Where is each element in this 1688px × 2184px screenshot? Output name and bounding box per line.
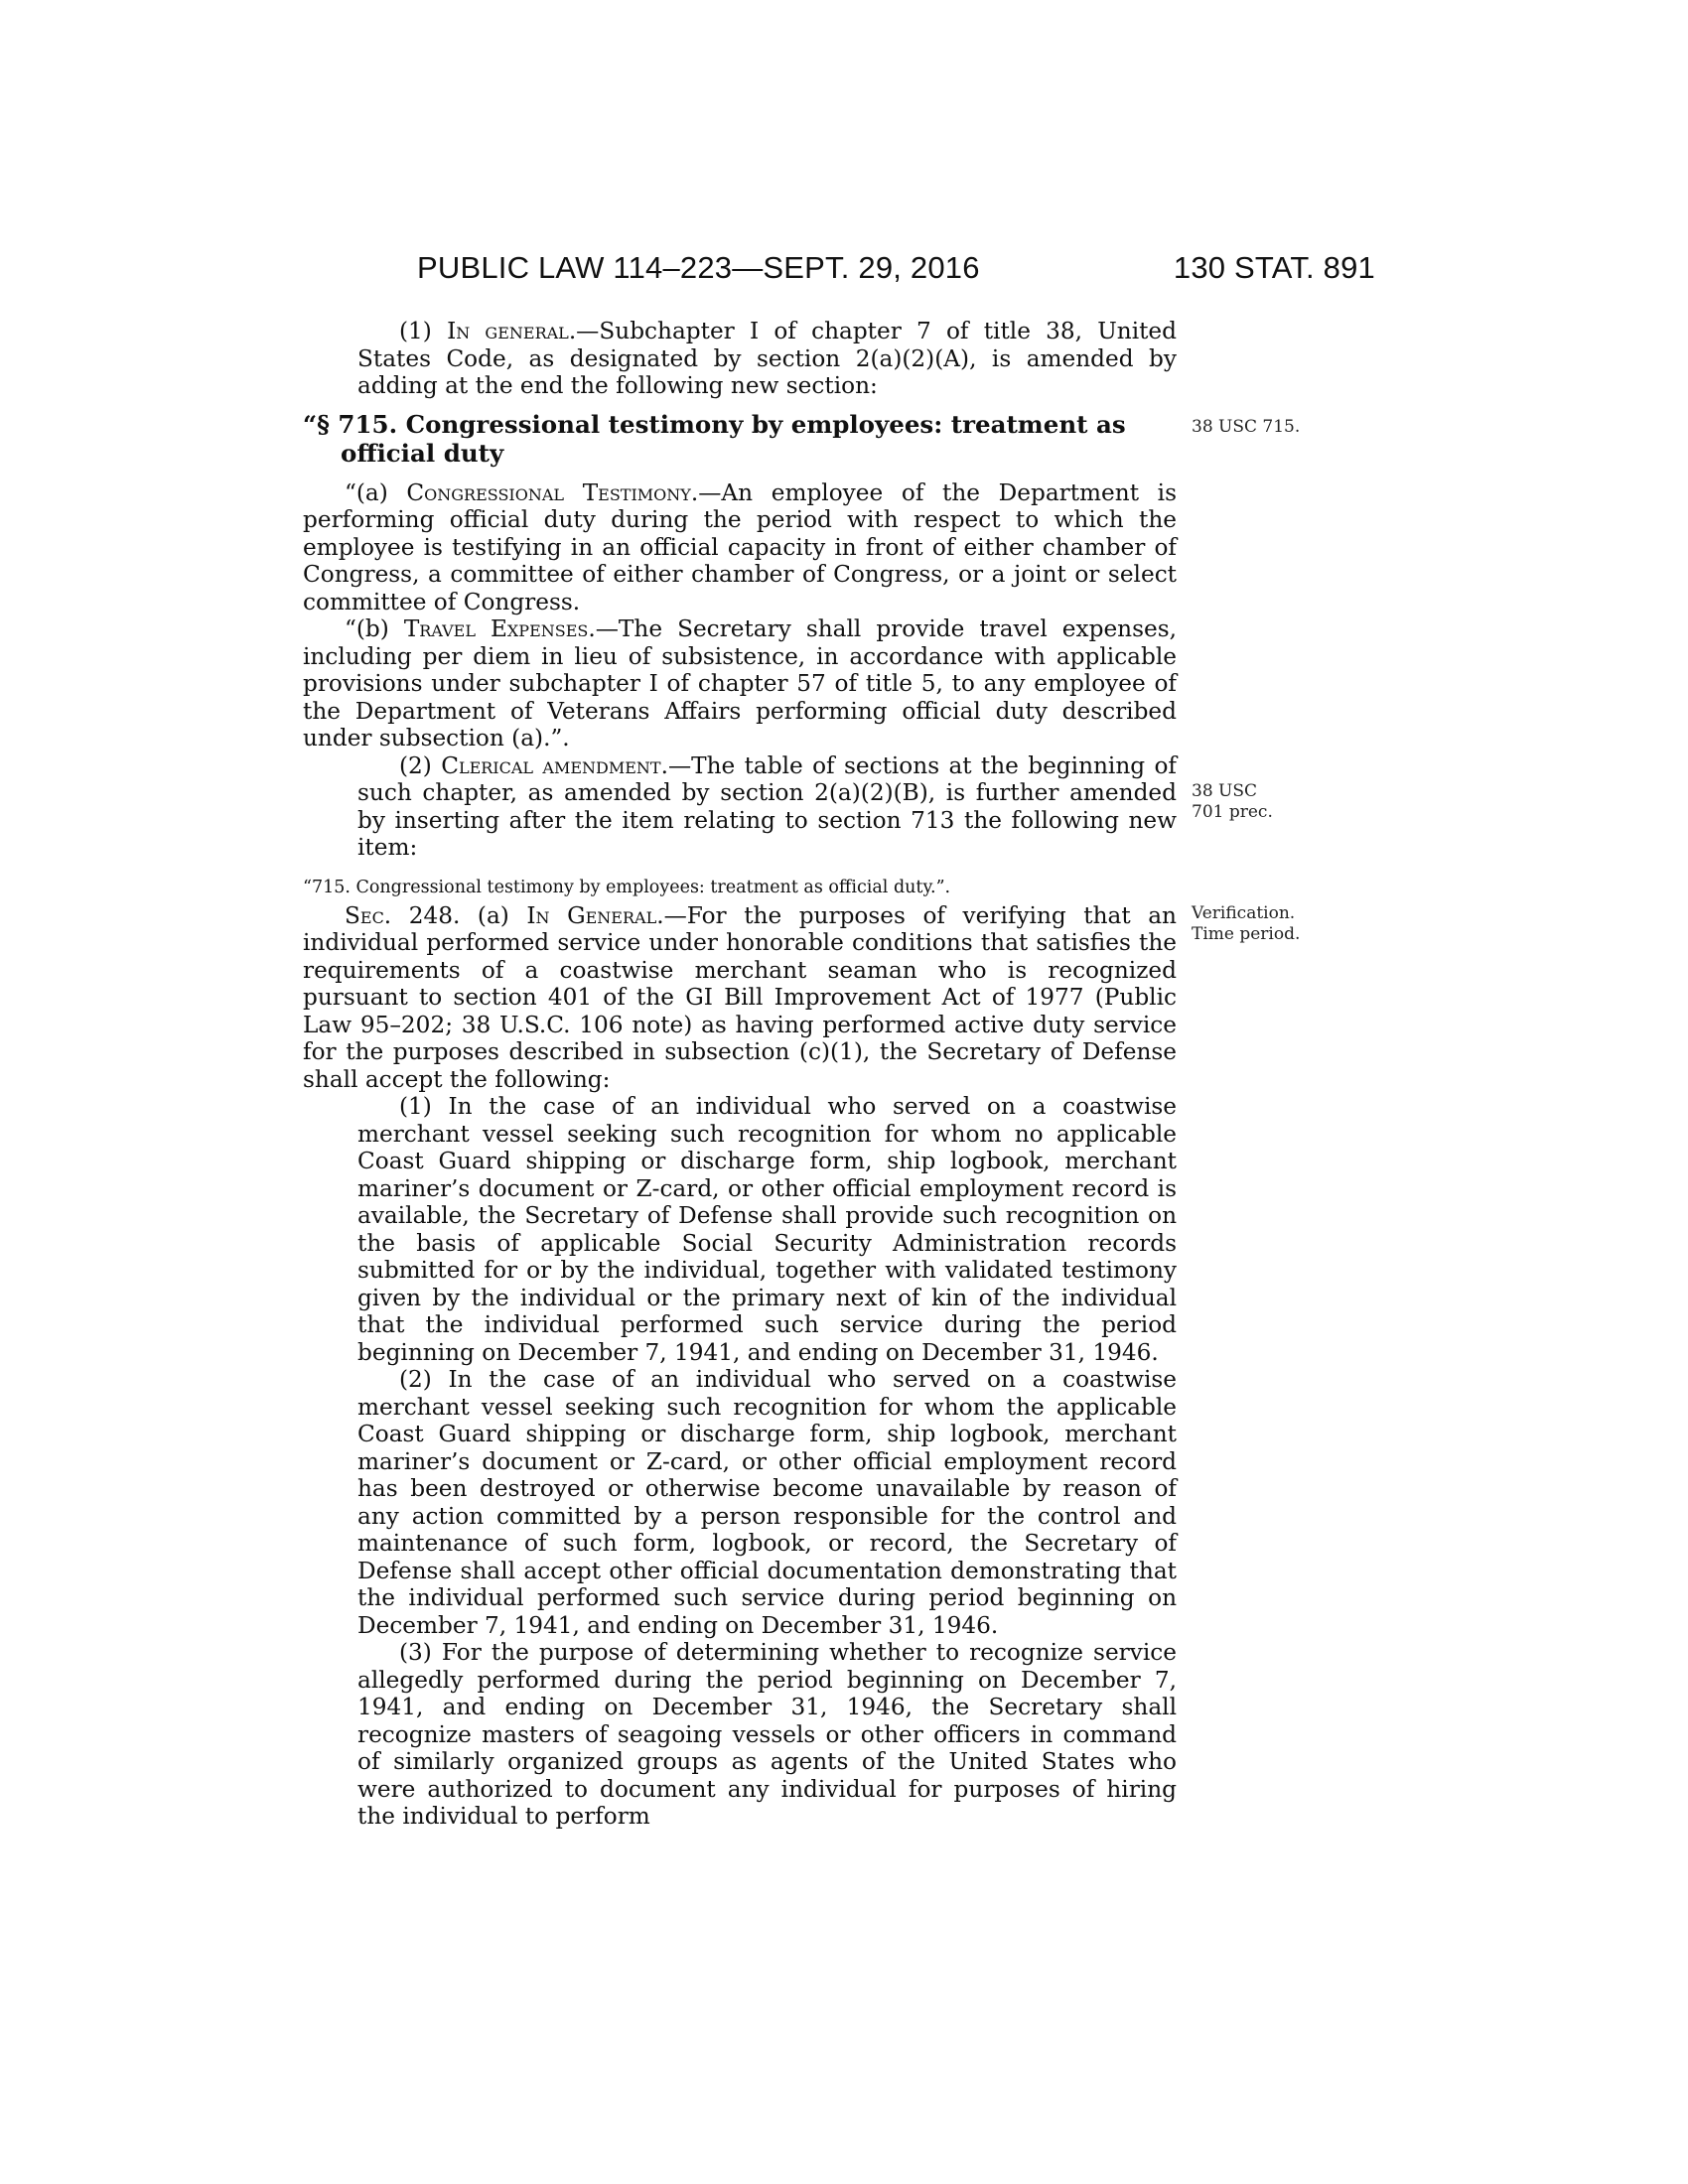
statute-page-number: 130 STAT. 891 xyxy=(1173,250,1375,285)
paragraph-number: (2) xyxy=(399,751,442,779)
margin-note-38-usc-701 xyxy=(1192,781,1273,823)
section-248-item-1: (1) In the case of an individual who served on a coastwise merchant vessel seeking such recognition for whom no applicable Coast Guard shipping or discharge form, ship logbook, merchant mariner’s document or Z-card, or other official employment record is available, the Secretary of Defense shall provide such recognition on the basis of applicable Social Security Administration records submitted for or by the individual, together with validated testimony given by the individual or the primary next of kin of the individual that the individual performed such service during the period beginning on December 7, 1941, and ending on December 31, 1946. xyxy=(357,1093,1177,1366)
margin-note-line: 38 USC xyxy=(1192,781,1258,801)
paragraph-1-in-general xyxy=(357,318,1177,400)
paragraph-label: In general xyxy=(447,318,569,344)
subsection-label: In General xyxy=(526,901,657,929)
subsection-text: .—The Secretary shall provide travel expenses, including per diem in lieu of subsistence, in accordance with applicable provisions under subchapter I of chapter 57 of title 5, to any employee of the Department of Veterans Affairs performing official duty described under subsection (a).”. xyxy=(303,615,1178,751)
document-body xyxy=(303,318,1177,1831)
paragraph-text: .—Subchapter I of chapter 7 of title 38, United States Code, as designated by section 2(a)(2)(A), is amended by adding at the end the following new section: xyxy=(357,318,1177,399)
section-248-subsection-a xyxy=(303,902,1177,1094)
subsection-number: “(a) xyxy=(345,478,407,506)
subsection-number: “(b) xyxy=(345,615,404,642)
subsection-a-congressional-testimony xyxy=(303,479,1177,616)
paragraph-label: Clerical amendment xyxy=(441,751,661,779)
margin-note-line: Time period. xyxy=(1192,924,1301,944)
section-715-heading: “§ 715. Congressional testimony by employees: treatment as official duty xyxy=(303,409,1126,468)
subsection-text: .—An employee of the Department is performing official duty during the period with respect to which the employee is testifying in an official capacity in front of either chamber of Congress, a committee of either chamber of Congress, or a joint or select committee of Congress. xyxy=(303,478,1177,615)
margin-note-verification xyxy=(1192,903,1300,945)
subsection-text: .—For the purposes of verifying that an individual performed service under honorable conditions that satisfies the requirements of a coastwise merchant seaman who is recognized pursuant to section 401 of the GI Bill Improvement Act of 1977 (Public Law 95–202; 38 U.S.C. 106 note) as having performed active duty service for the purposes described in subsection (c)(1), the Secretary of Defense shall accept the following: xyxy=(303,901,1177,1093)
subsection-b-travel-expenses xyxy=(303,615,1177,752)
margin-note-line: Verification. xyxy=(1192,903,1296,923)
margin-note-line: 701 prec. xyxy=(1192,802,1273,822)
running-head xyxy=(298,250,1375,290)
table-of-sections-item: “715. Congressional testimony by employees: treatment as official duty.”. xyxy=(303,877,951,897)
paragraph-text: .—The table of sections at the beginning of such chapter, as amended by section 2(a)(2)(B), is further amended by inserting after the item relating to section 713 the following new item: xyxy=(357,751,1178,861)
subsection-number: (a) xyxy=(460,901,527,929)
subsection-label: Travel Expenses xyxy=(403,615,589,642)
paragraph-number: (1) xyxy=(399,318,448,344)
section-number: Sec. 248. xyxy=(345,901,461,929)
running-head-title: PUBLIC LAW 114–223—SEPT. 29, 2016 xyxy=(417,250,980,285)
subsection-label: Congressional Testimony xyxy=(406,478,691,506)
margin-note-38-usc-715: 38 USC 715. xyxy=(1192,417,1301,437)
section-248-item-2: (2) In the case of an individual who served on a coastwise merchant vessel seeking such recognition for whom the applicable Coast Guard shipping or discharge form, ship logbook, merchant mariner’s document or Z-card, or other official employment record has been destroyed or otherwise become unavailable by reason of any action committed by a person responsible for the control and maintenance of such form, logbook, or record, the Secretary of Defense shall accept other official documentation demonstrating that the individual performed such service during period beginning on December 7, 1941, and ending on December 31, 1946. xyxy=(357,1366,1177,1639)
paragraph-2-clerical-amendment xyxy=(357,752,1177,862)
section-248-item-3: (3) For the purpose of determining whether to recognize service allegedly performed during the period beginning on December 7, 1941, and ending on December 31, 1946, the Secretary shall recognize masters of seagoing vessels or other officers in command of similarly organized groups as agents of the United States who were authorized to document any individual for purposes of hiring the individual to perform xyxy=(357,1639,1177,1830)
